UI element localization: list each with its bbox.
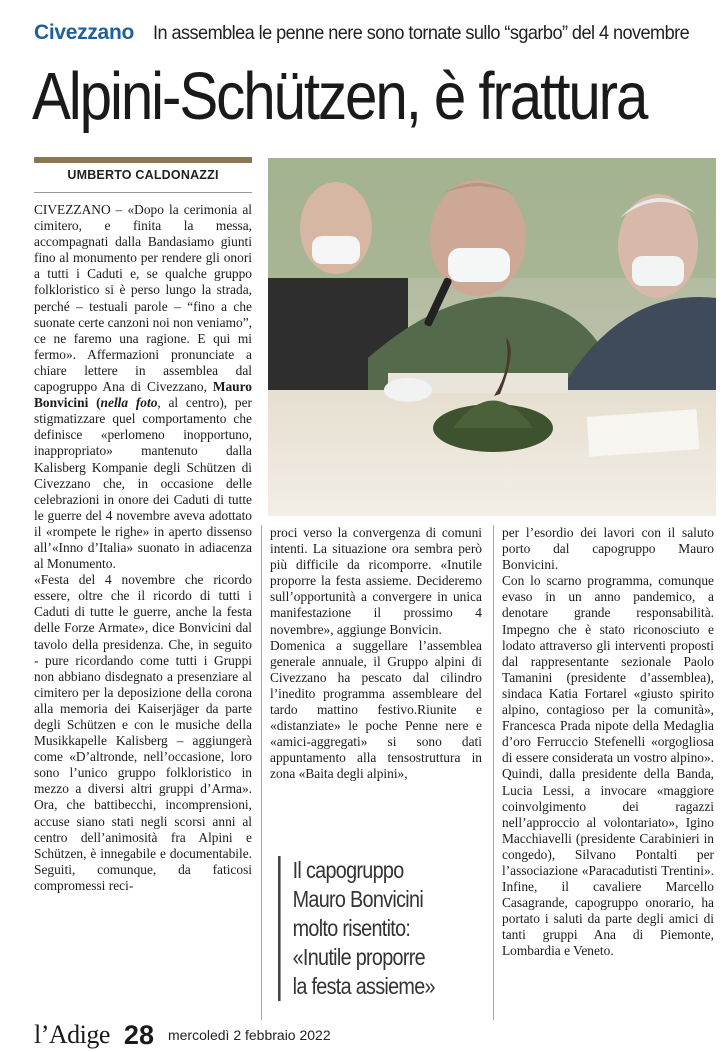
byline-rule xyxy=(34,192,252,193)
article-column-1 xyxy=(34,202,252,1026)
kicker-text: In assemblea le penne nere sono tornate sullo “sgarbo” del 4 novembre xyxy=(153,21,690,44)
byline: UMBERTO CALDONAZZI xyxy=(67,168,219,182)
paren-open: ( xyxy=(88,395,101,411)
section-label: Civezzano xyxy=(34,21,134,44)
paragraph: proci verso la convergenza di comuni intenti. La situazione ora sembra però più difficile da ricomporre. «Inutile proporre la festa assieme. Decideremo sull’opportunità a convergere in unica manifestazione il prossimo 4 novembre», aggiunge Bonvicin. xyxy=(270,525,482,637)
pull-quote-line: Il capogruppo xyxy=(292,857,404,883)
photo-note: nella foto xyxy=(100,395,158,411)
paragraph: Con lo scarno programma, comunque evaso in un anno pandemico, a denotare grande responsabilità. Impegno che è stato riconosciuto e lodato attraverso gli interventi proposti dal rappresentante sezionale Paolo Tamanini (presidente d’assemblea), sindaca Katia Fortarel «giusto spirito alpino, contagioso per la comunità», Francesca Prada nipote della Medaglia d’oro Ferruccio Stefenelli «orgogliosa di essere considerata un vostro alpino». Quindi, dalla presidente della Banda, Lucia Lessi, a invocare «maggiore coinvolgimento dei ragazzi nell’approccio al volontariato», Igino Macchiavelli (presidente Carabinieri in congedo), Silvano Pontalti per l’associazione «Paracadutisti Trentini». Infine, il cavaliere Marcello Casagrande, capogruppo onorario, ha portato i saluti da parte degli amici di tanti gruppi Ana di Piemonte, Lombardia e Veneto. xyxy=(502,573,714,959)
byline-bar xyxy=(34,157,252,163)
paragraph-text: , al centro), per stigmatizzare quel comportamento che definisce «perlomeno inopportuno, inappropriato» mantenuto dalla Kalisberg Kompanie degli Schützen di Civezzano che, in occasione delle celebrazioni in onore dei Caduti di tutte le guerre del 4 novembre aveva adottato il «rompete le righe» in aperto dissenso all’«Inno d’Italia» suonato in adiacenza al Monumento. xyxy=(34,395,252,572)
article-column-3 xyxy=(502,525,714,1025)
paragraph xyxy=(34,202,252,572)
paragraph: Domenica a suggellare l’assemblea generale annuale, il Gruppo alpini di Civezzano ha pescato dal cilindro l’inedito programma assembleare del tardo mattino festivo.Riunite e «distanziate» le poche Penne nere e «amici-aggregati» si sono dati appuntamento alla tensostruttura in zona «Baita degli alpini», xyxy=(270,637,482,782)
article-column-2 xyxy=(270,525,482,843)
pull-quote-line: Mauro Bonvicini xyxy=(292,886,424,912)
pull-quote-line: molto risentito: xyxy=(292,915,411,941)
person-name: Mauro Bonvicini xyxy=(34,379,252,411)
kicker xyxy=(34,18,718,48)
page-footer xyxy=(34,1020,718,1050)
article-photo xyxy=(268,158,716,516)
dateline: CIVEZZANO – xyxy=(34,202,128,217)
pull-quote xyxy=(278,856,473,1001)
photo-illustration xyxy=(268,158,716,516)
paragraph: «Festa del 4 novembre che ricordo essere, oltre che il ricordo di tutti i Caduti di tutte le guerre, anche la festa delle Forze Armate», dice Bonvicini dal tavolo della presidenza. Che, in seguito - pure ricordando come tutti i Gruppi non abbiano disdegnato a presenziare al cimitero per la deposizione della corona alla memoria dei Kaiserjäger da parte degli Schützen e con le musiche della Musikkapelle Kalisberg – aggiungerà come «D’altronde, nell’occasione, loro sono l’unico gruppo folkloristico in mezzo a diversi altri gruppi d’Arma». Ora, che battibecchi, incomprensioni, accuse siano stati negli scorsi anni al centro dell’animosità fra Alpini e Schützen, è innegabile e documentabile. Seguiti, comunque, da faticosi compromessi reci- xyxy=(34,572,252,893)
column-rule xyxy=(261,525,262,1020)
column-rule xyxy=(493,525,494,1020)
paragraph: per l’esordio dei lavori con il saluto porto dal capogruppo Mauro Bonvicini. xyxy=(502,525,714,573)
pull-quote-line: «Inutile proporre xyxy=(292,944,425,970)
page-number: 28 xyxy=(123,1019,154,1050)
issue-date: mercoledì 2 febbraio 2022 xyxy=(167,1027,331,1043)
pull-quote-line: la festa assieme» xyxy=(292,973,435,999)
paragraph-text: «Dopo la cerimonia al cimitero, e finita la messa, accompagnati dalla Bandasiamo giunti fino al monumento per rendere gli onori a tutti i Caduti e, se qualche gruppo folkloristico si è perso lungo la strada, perché – testuali parole – “fino a che suonate certe canzoni noi non veniamo”, ce ne faremo una ragione. E qui mi fermo». Affermazioni pronunciate a chiare lettere in assemblea dal capogruppo Ana di Civezzano, xyxy=(34,202,252,395)
newspaper-logo: l’Adige xyxy=(34,1020,110,1049)
headline: Alpini-Schützen, è frattura xyxy=(32,59,647,134)
